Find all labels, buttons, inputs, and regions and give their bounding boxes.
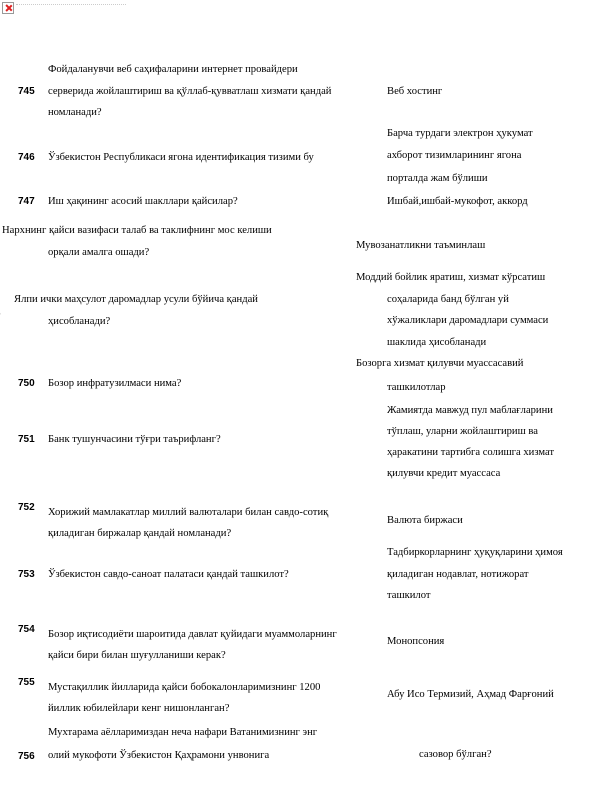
question-text: Бозор иқтисодиёти шароитида давлат қуйидаги муаммоларнинг — [48, 629, 337, 640]
question-text: Мухтарама аёлларимиздан неча нафари Ватанимизнинг энг — [48, 727, 318, 738]
question-number: 746 — [18, 152, 35, 163]
answer-text: хўжаликлари даромадлари суммаси — [387, 315, 549, 326]
answer-text: қилувчи кредит муассаса — [387, 468, 501, 479]
question-number: 745 — [18, 86, 35, 97]
question-number: 756 — [18, 751, 35, 762]
answer-text: Жамиятда мавжуд пул маблағларини — [387, 405, 553, 416]
question-text: серверида жойлаштириш ва қўллаб-қувватлаш хизмати қандай — [48, 86, 332, 97]
broken-image-icon — [2, 2, 14, 14]
question-number: 754 — [18, 624, 35, 635]
answer-text: ташкилотлар — [387, 382, 446, 393]
header-rule — [16, 4, 126, 6]
question-number: 752 — [18, 502, 35, 513]
question-number: 755 — [18, 677, 35, 688]
answer-text: Монопсония — [387, 636, 445, 647]
answer-text: Барча турдаги электрон ҳукумат — [387, 128, 533, 139]
answer-text: Моддий бойлик яратиш, хизмат кўрсатиш — [356, 272, 546, 283]
answer-text: Валюта биржаси — [387, 515, 463, 526]
answer-text: Мувозанатликни таъминлаш — [356, 240, 486, 251]
question-number: 751 — [18, 434, 35, 445]
answer-text: шаклида ҳисобланади — [387, 337, 487, 348]
question-text: Ўзбекистон савдо-саноат палатаси қандай ташкилот? — [48, 569, 289, 580]
question-text: қайси бири билан шуғулланиши керак? — [48, 650, 226, 661]
answer-text: ахборот тизимларининг ягона — [387, 150, 522, 161]
question-text: Банк тушунчасини тўғри таърифланг? — [48, 434, 221, 445]
answer-text: Веб хостинг — [387, 86, 443, 97]
question-text: Иш ҳақининг асосий шакллари қайсилар? — [48, 196, 238, 207]
question-text: Ялпи ички маҳсулот даромадлар усули бўйича қандай — [14, 294, 258, 305]
question-text: орқали амалга ошади? — [48, 247, 150, 258]
answer-text: Ишбай,ишбай-мукофот, аккорд — [387, 196, 528, 207]
answer-text: порталда жам бўлиши — [387, 173, 488, 184]
answer-text: Абу Исо Термизий, Аҳмад Фарғоний — [387, 689, 554, 700]
answer-text: сазовор бўлган? — [419, 749, 492, 760]
question-text: Хорижий мамлакатлар миллий валюталари билан савдо-сотиқ — [48, 507, 329, 518]
question-number: 747 — [18, 196, 35, 207]
answer-text: ҳаракатини тартибга солишга хизмат — [387, 447, 555, 458]
answer-text: Бозорга хизмат қилувчи муассасавий — [356, 358, 524, 369]
question-text: олий мукофоти Ўзбекистон Қаҳрамони унвонига — [48, 750, 270, 761]
question-text: қиладиган биржалар қандай номланади? — [48, 528, 232, 539]
edge-fragment — [0, 307, 1, 319]
answer-text: қиладиган нодавлат, нотижорат — [387, 569, 529, 580]
question-text: йиллик юбилейлари кенг нишонланган? — [48, 703, 230, 714]
question-number: 750 — [18, 378, 35, 389]
question-text: Нархнинг қайси вазифаси талаб ва таклифнинг мос келиши — [2, 225, 272, 236]
answer-text: соҳаларида банд бўлган уй — [387, 294, 509, 305]
answer-text: Тадбиркорларнинг ҳуқуқларини ҳимоя — [387, 547, 563, 558]
question-text: Ўзбекистон Республикаси ягона идентификация тизими бу — [48, 152, 314, 163]
question-number: 753 — [18, 569, 35, 580]
question-text: Фойдаланувчи веб саҳифаларини интернет провайдери — [48, 64, 298, 75]
question-text: Мустақиллик йилларида қайси бобокалонларимизнинг 1200 — [48, 682, 321, 693]
answer-text: тўплаш, уларни жойлаштириш ва — [387, 426, 538, 437]
question-text: Бозор инфратузилмаси нима? — [48, 378, 182, 389]
question-text: ҳисобланади? — [48, 316, 111, 327]
answer-text: ташкилот — [387, 590, 431, 601]
question-text: номланади? — [48, 107, 102, 118]
